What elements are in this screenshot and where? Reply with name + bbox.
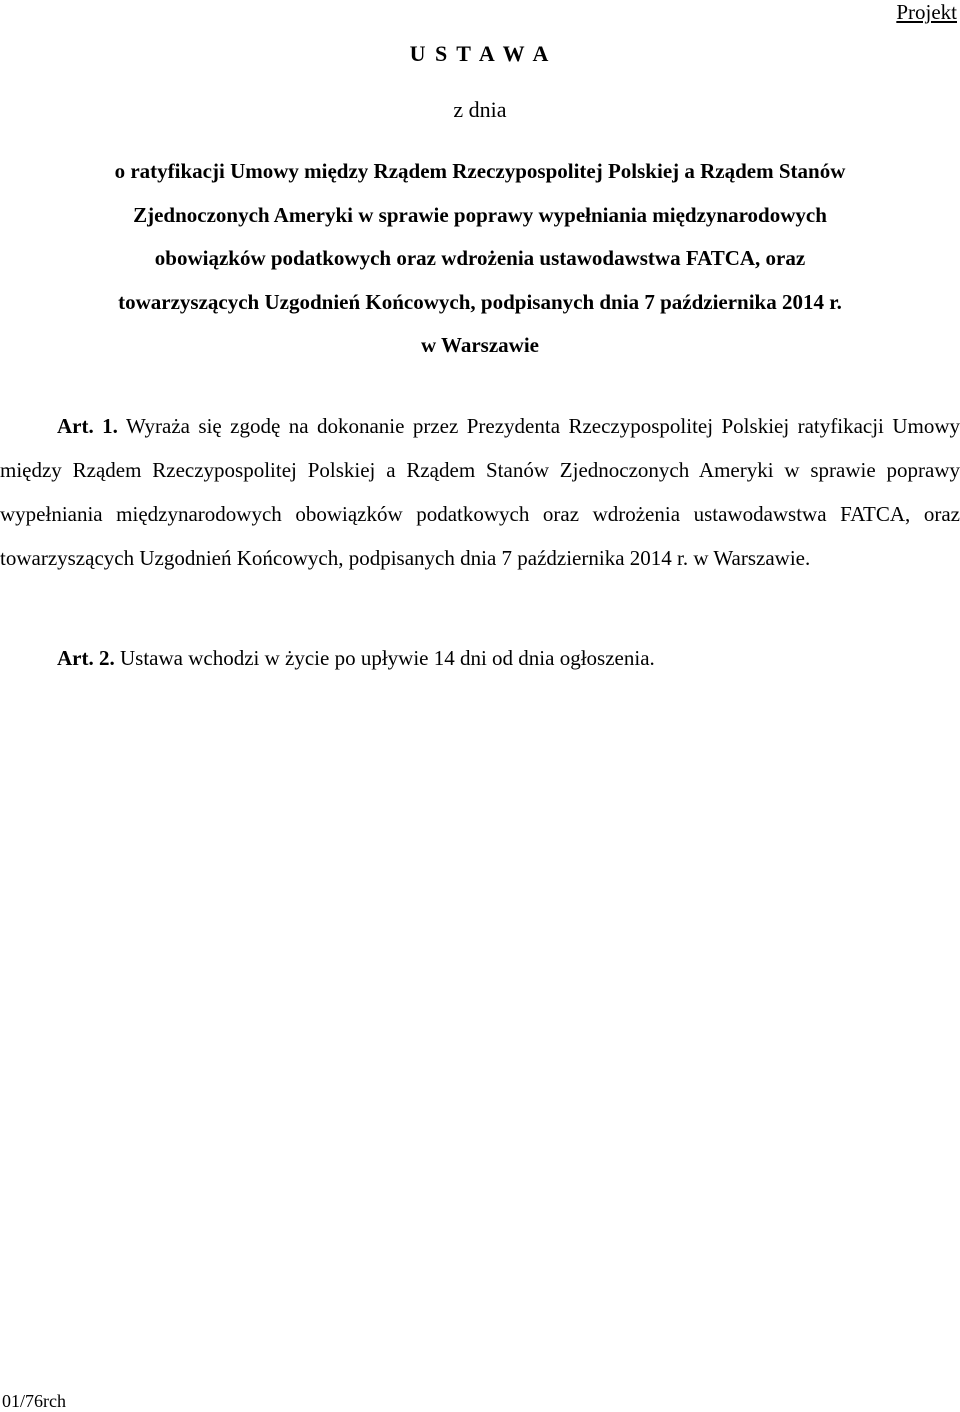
article-2-label: Art. 2. xyxy=(57,646,115,670)
date-line: z dnia xyxy=(453,97,507,122)
footer-code: 01/76rch xyxy=(2,1391,66,1411)
act-title xyxy=(0,150,960,368)
act-title-line: obowiązków podatkowych oraz wdrożenia ustawodawstwa FATCA, oraz xyxy=(154,246,806,270)
draft-label: Projekt xyxy=(896,0,957,24)
act-title-line: towarzyszących Uzgodnień Końcowych, podpisanych dnia 7 października 2014 r. xyxy=(118,289,842,314)
article-2 xyxy=(0,636,960,680)
article-1-text: Wyraża się zgodę na dokonanie przez Prezydenta Rzeczypospolitej Polskiej ratyfikacji Umowy między Rządem Rzeczypospolitej Polskiej a Rządem Stanów Zjednoczonych Ameryki w sprawie poprawy wypełniania międzynarodowych obowiązków podatkowych oraz wdrożenia ustawodawstwa FATCA, oraz towarzyszących Uzgodnień Końcowych, podpisanych dnia 7 października 2014 r. w Warszawie. xyxy=(0,414,960,570)
act-title-line: Zjednoczonych Ameryki w sprawie poprawy wypełniania międzynarodowych xyxy=(133,202,827,227)
act-title-line: w Warszawie xyxy=(420,333,539,357)
document-type-heading: U S T A W A xyxy=(409,41,551,66)
act-title-line: o ratyfikacji Umowy między Rządem Rzeczypospolitej Polskiej a Rządem Stanów xyxy=(114,159,846,183)
article-1 xyxy=(0,404,960,580)
article-2-text: Ustawa wchodzi w życie po upływie 14 dni od dnia ogłoszenia. xyxy=(119,646,655,670)
article-1-label: Art. 1. xyxy=(57,414,118,438)
